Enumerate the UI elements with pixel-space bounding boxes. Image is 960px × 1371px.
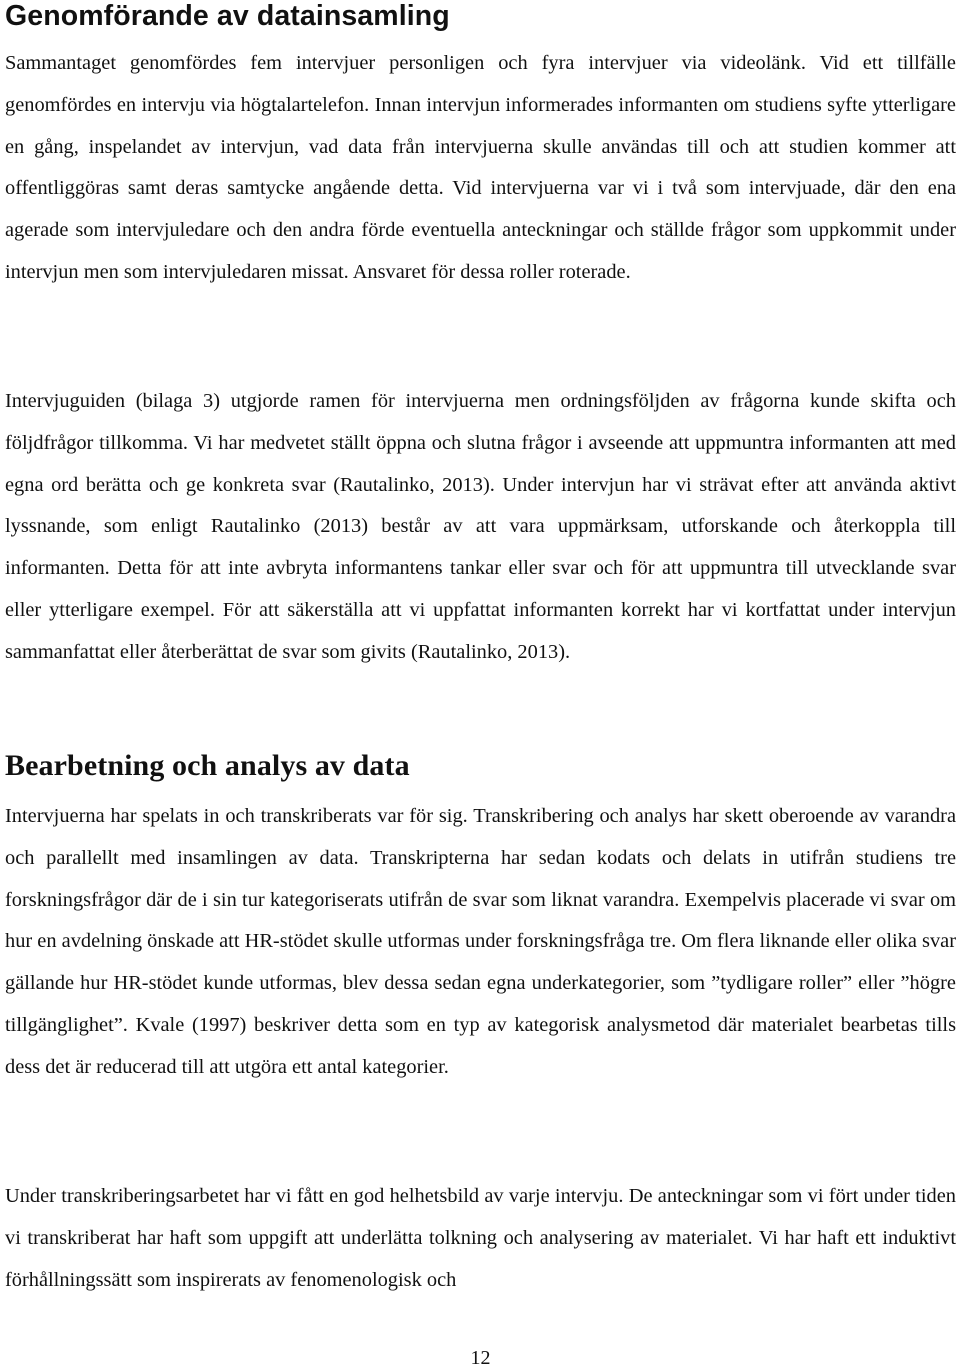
section-heading-datainsamling: Genomförande av datainsamling [5, 0, 450, 32]
paragraph-text: Sammantaget genomfördes fem intervjuer personligen och fyra intervjuer via videolänk. Vid ett tillfälle genomfördes en intervju via högtalartelefon. Innan intervjun informerades informanten om studiens syfte ytterligare en gång, inspelandet av intervjun, vad data från intervjuerna skulle användas till och att studien kommer att offentliggöras samt deras samtycke angående detta. Vid intervjuerna var vi i två som intervjuade, där den ena agerade som intervjuledare och den andra förde eventuella anteckningar och ställde frågor som uppkommit under intervjun men som intervjuledaren missat. Ansvaret för dessa roller roterade. [5, 52, 956, 283]
paragraph-text: Intervjuerna har spelats in och transkriberats var för sig. Transkribering och analys har skett oberoende av varandra och parallellt med insamlingen av data. Transkripterna har sedan kodats och delats in utifrån studiens tre forskningsfrågor där de i sin tur kategoriserats utifrån de svar som liknat varandra. Exempelvis placerade vi svar om hur en avdelning önskade att HR-stödet skulle utformas under forskningsfråga tre. Om flera liknande eller olika svar gällande hur HR-stödet kunde utformas, blev dessa sedan egna underkategorier, som ”tydligare roller” eller ”högre tillgänglighet”. Kvale (1997) beskriver detta som en typ av kategorisk analysmetod där materialet bearbetas tills dess det är reducerad till att utgöra ett antal kategorier. [5, 805, 956, 1078]
paragraph-text: Under transkriberingsarbetet har vi fått en god helhetsbild av varje intervju. De anteckningar som vi fört under tiden vi transkriberat har haft som uppgift att underlätta tolkning och analysering av materialet. Vi har haft ett induktivt förhållningssätt som inspirerats av fenomenologisk och [5, 1185, 956, 1291]
page-number: 12 [470, 1347, 491, 1369]
section-heading-analys: Bearbetning och analys av data [5, 749, 410, 782]
paragraph-2 [5, 381, 956, 674]
paragraph-1 [5, 43, 956, 294]
paragraph-3 [5, 796, 956, 1089]
section-heading-block [5, 750, 956, 782]
paragraph-text: Intervjuguiden (bilaga 3) utgjorde ramen för intervjuerna men ordningsföljden av frågorna kunde skifta och följdfrågor tillkomma. Vi har medvetet ställt öppna och slutna frågor i avseende att uppmuntra informanten att med egna ord berätta och ge konkreta svar (Rautalinko, 2013). Under intervjun har vi strävat efter att använda aktivt lyssnande, som enligt Rautalinko (2013) består av att vara uppmärksam, utforskande och återkoppla till informanten. Detta för att inte avbryta informantens tankar eller svar och för att uppmuntra till utvecklande svar eller ytterligare exempel. För att säkerställa att vi uppfattat informanten korrekt har vi kortfattat under intervjun sammanfattat eller återberättat de svar som givits (Rautalinko, 2013). [5, 390, 956, 663]
paragraph-4 [5, 1176, 956, 1301]
